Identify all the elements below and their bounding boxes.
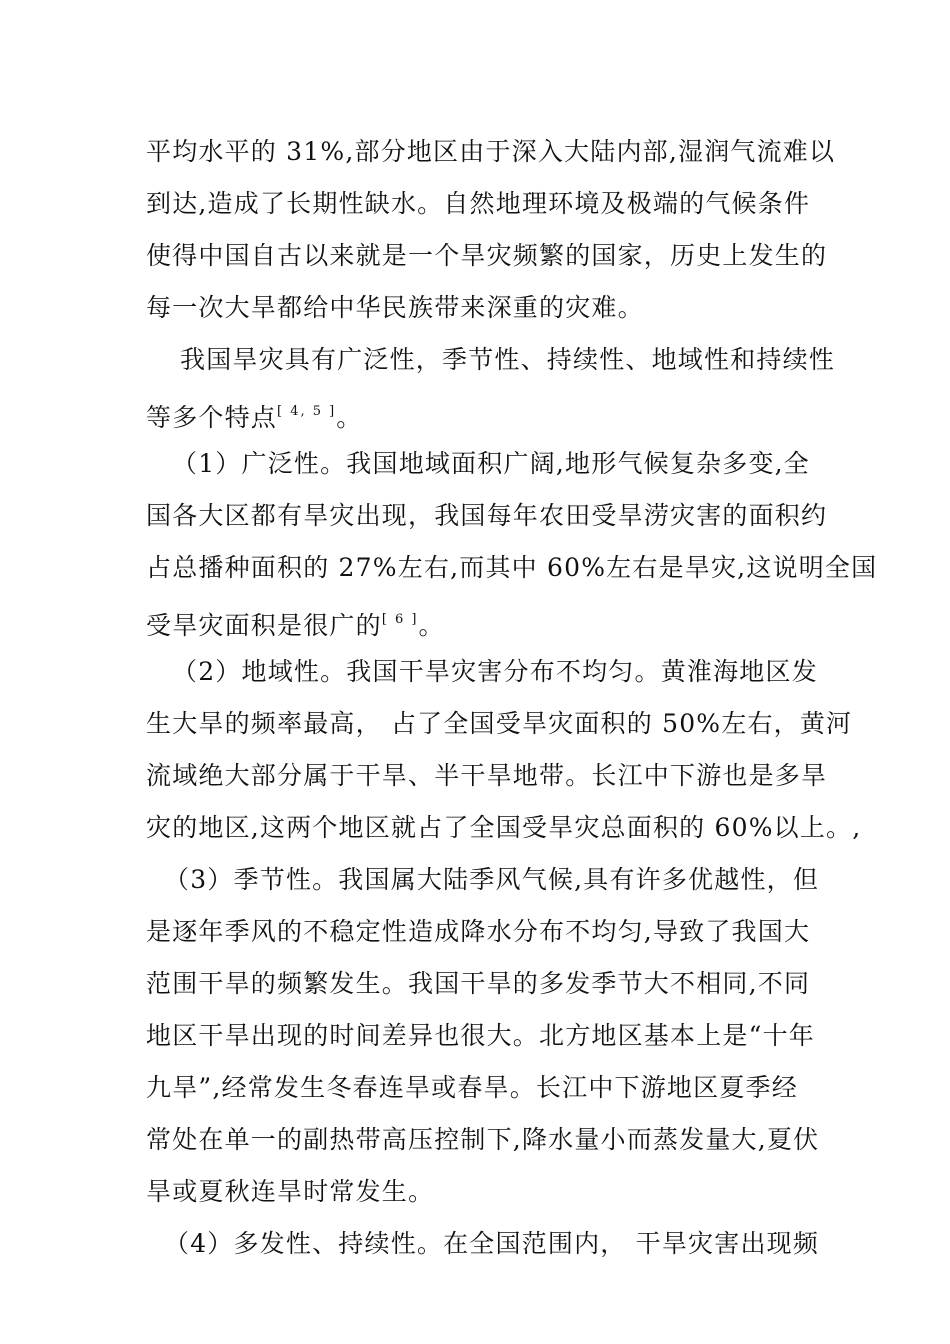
text-line: 生大旱的频率最高， 占了全国受旱灾面积的 50%左右，黄河 <box>146 709 853 738</box>
paragraph-first-line: （3）季节性。我国属大陆季风气候,具有许多优越性，但 <box>164 865 820 894</box>
paragraph-first-line: （1）广泛性。我国地域面积广阔,地形气候复杂多变,全 <box>172 449 811 478</box>
text-run: 。 <box>336 403 363 432</box>
paragraph-first-line: （4）多发性、持续性。在全国范围内， 干旱灾害出现频 <box>164 1229 820 1258</box>
text-line: 流域绝大部分属于干旱、半干旱地带。长江中下游也是多旱 <box>146 761 828 790</box>
text-line: 九旱”,经常发生冬春连旱或春旱。长江中下游地区夏季经 <box>146 1073 798 1102</box>
paragraph-first-line: （2）地域性。我国干旱灾害分布不均匀。黄淮海地区发 <box>172 657 818 686</box>
text-run: 等多个特点 <box>146 403 278 432</box>
text-line: 到达,造成了长期性缺水。自然地理环境及极端的气候条件 <box>146 189 811 218</box>
text-run: 受旱灾面积是很广的 <box>146 611 382 640</box>
citation-ref: [ 6 ] <box>381 612 419 627</box>
text-line: 每一次大旱都给中华民族带来深重的灾难。 <box>146 293 644 322</box>
citation-ref: [ 4, 5 ] <box>277 404 337 419</box>
text-line: 占总播种面积的 27%左右,而其中 60%左右是旱灾,这说明全国 <box>146 553 878 582</box>
text-line: 灾的地区,这两个地区就占了全国受旱灾总面积的 60%以上。, <box>146 813 862 842</box>
text-run: 。 <box>418 611 445 640</box>
text-line: 是逐年季风的不稳定性造成降水分布不均匀,导致了我国大 <box>146 917 811 946</box>
text-line: 范围干旱的频繁发生。我国干旱的多发季节大不相同,不同 <box>146 969 811 998</box>
text-line: 地区干旱出现的时间差异也很大。北方地区基本上是“十年 <box>146 1021 815 1050</box>
text-line: 平均水平的 31%,部分地区由于深入大陆内部,湿润气流难以 <box>146 137 836 166</box>
text-line: 使得中国自古以来就是一个旱灾频繁的国家，历史上发生的 <box>146 241 828 270</box>
text-line: 旱或夏秋连旱时常发生。 <box>146 1177 435 1206</box>
text-line: 国各大区都有旱灾出现，我国每年农田受旱涝灾害的面积约 <box>146 501 828 530</box>
text-line-with-citation <box>146 397 362 433</box>
text-line: 常处在单一的副热带高压控制下,降水量小而蒸发量大,夏伏 <box>146 1125 820 1154</box>
paragraph-first-line: 我国旱灾具有广泛性，季节性、持续性、地域性和持续性 <box>180 345 836 374</box>
text-line-with-citation <box>146 605 445 641</box>
